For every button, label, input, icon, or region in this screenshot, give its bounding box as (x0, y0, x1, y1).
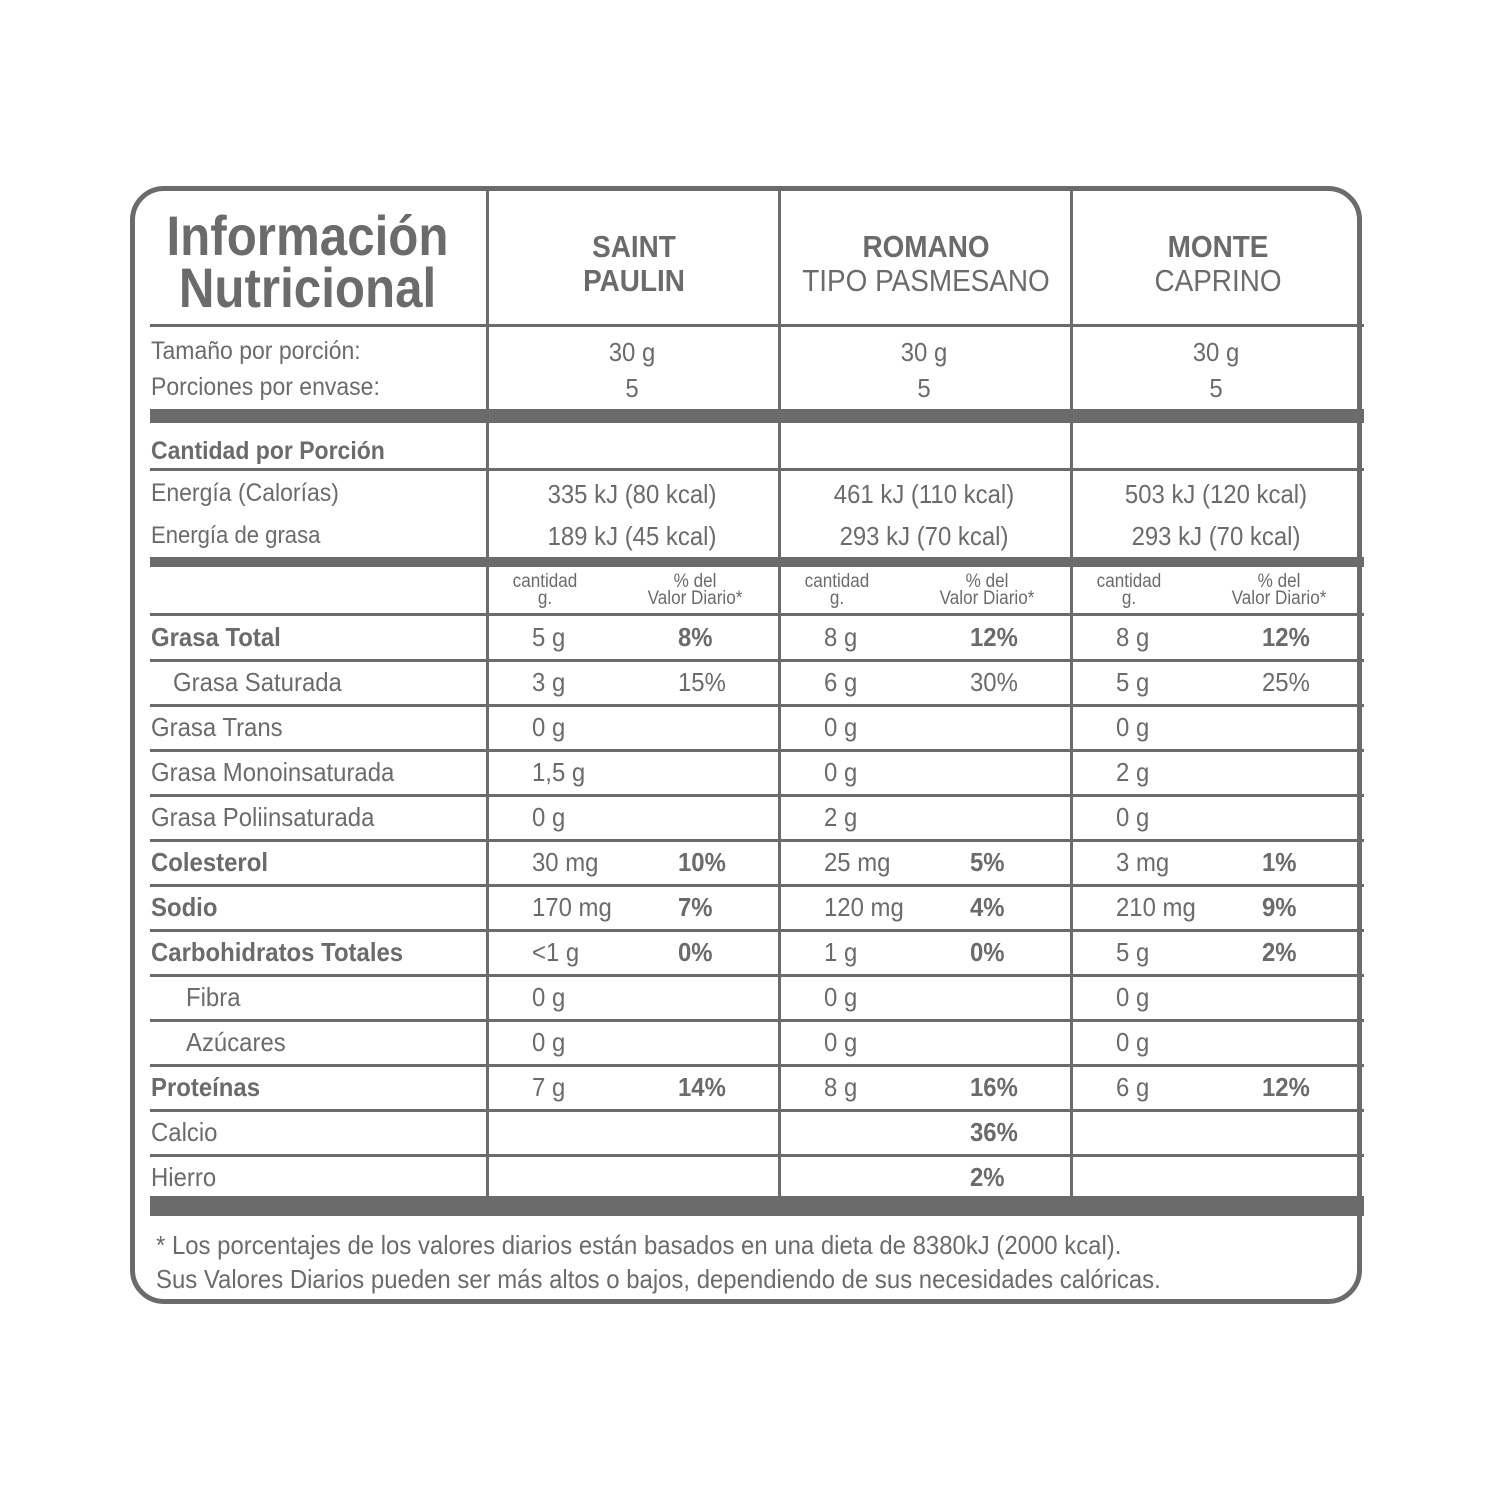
amount-per-serving-label: Cantidad por Porción (151, 437, 385, 465)
nutrient-name: Grasa Monoinsaturada (151, 757, 395, 787)
product-header-3 (1088, 230, 1349, 298)
nutrient-name: Grasa Trans (151, 712, 283, 742)
dv-header-2-line-1: % del (965, 571, 1009, 592)
nutrient-amount: 5 g (1116, 667, 1150, 697)
row-divider (150, 839, 1364, 842)
product-2-name-line-2: TIPO PASMESANO (802, 263, 1050, 298)
nutrient-name: Azúcares (186, 1027, 286, 1057)
nutrient-name: Sodio (151, 892, 218, 922)
qty-header-3 (1062, 573, 1197, 607)
nutrient-amount: 0 g (532, 712, 566, 742)
nutrient-daily-value: 2% (1262, 937, 1297, 967)
nutrient-amount: 0 g (824, 1027, 858, 1057)
nutrient-daily-value: 30% (970, 667, 1018, 697)
dv-header-2-line-2: Valor Diario* (939, 588, 1035, 609)
product-1-name-line-1: SAINT (592, 229, 676, 264)
header-divider (150, 324, 1364, 327)
servings-3: 5 (1209, 373, 1223, 403)
nutrient-name: Hierro (151, 1162, 217, 1192)
qty-header-2-line-1: cantidad (804, 571, 870, 592)
row-divider (150, 1109, 1364, 1112)
nutrient-daily-value: 12% (1262, 622, 1310, 652)
serving-size-2: 30 g (900, 337, 948, 367)
row-divider (150, 749, 1364, 752)
row-divider (150, 1154, 1364, 1157)
nutrient-daily-value: 15% (678, 667, 726, 697)
row-divider (150, 659, 1364, 662)
qty-header-1-line-2: g. (537, 588, 553, 609)
qty-header-1 (478, 573, 613, 607)
nutrient-daily-value: 0% (678, 937, 713, 967)
product-header-1 (504, 230, 765, 298)
qty-header-2-line-2: g. (829, 588, 845, 609)
label-title (151, 204, 463, 319)
product-3-name-line-1: MONTE (1167, 229, 1269, 264)
column-divider-3 (1070, 191, 1073, 1197)
nutrient-amount: 170 mg (532, 892, 612, 922)
nutrient-amount: 1,5 g (532, 757, 586, 787)
servings-1: 5 (625, 373, 639, 403)
nutrient-daily-value: 25% (1262, 667, 1310, 697)
nutrient-daily-value: 12% (970, 622, 1018, 652)
nutrient-amount: 8 g (824, 622, 858, 652)
nutrient-amount: 1 g (824, 937, 858, 967)
dv-header-1-line-2: Valor Diario* (647, 588, 743, 609)
nutrient-name: Grasa Total (151, 622, 281, 652)
nutrient-amount: 5 g (1116, 937, 1150, 967)
title-line-1: Información (166, 204, 449, 267)
row-divider (150, 929, 1364, 932)
nutrient-amount: 0 g (1116, 712, 1150, 742)
nutrient-daily-value: 4% (970, 892, 1005, 922)
nutrient-name: Colesterol (151, 847, 268, 877)
nutrient-daily-value: 7% (678, 892, 713, 922)
servings-label: Porciones por envase: (151, 373, 380, 401)
row-divider-amount (150, 468, 1364, 471)
nutrient-amount: 3 mg (1116, 847, 1170, 877)
nutrient-name: Calcio (151, 1117, 218, 1147)
nutrient-amount: 0 g (532, 1027, 566, 1057)
serving-size-3: 30 g (1192, 337, 1240, 367)
fat-energy-3: 293 kJ (70 kcal) (1131, 521, 1301, 551)
nutrient-amount: 210 mg (1116, 892, 1196, 922)
qty-header-2 (770, 573, 905, 607)
fat-energy-1: 189 kJ (45 kcal) (547, 521, 717, 551)
serving-size-label: Tamaño por porción: (151, 337, 361, 365)
nutrient-amount: 5 g (532, 622, 566, 652)
nutrient-amount: 30 mg (532, 847, 599, 877)
nutrient-amount: 120 mg (824, 892, 904, 922)
row-divider (150, 1019, 1364, 1022)
servings-2: 5 (917, 373, 931, 403)
nutrient-amount: 2 g (824, 802, 858, 832)
nutrient-amount: 0 g (532, 982, 566, 1012)
row-divider (150, 974, 1364, 977)
qty-header-3-line-1: cantidad (1096, 571, 1162, 592)
energy-2: 461 kJ (110 kcal) (833, 479, 1015, 509)
footnote-line-1: * Los porcentajes de los valores diarios están basados en una dieta de 8380kJ (2000 kcal). (156, 1230, 1122, 1260)
dv-header-1 (628, 573, 763, 607)
nutrient-amount: 8 g (1116, 622, 1150, 652)
energy-3: 503 kJ (120 kcal) (1124, 479, 1308, 509)
thick-bar-3 (150, 1196, 1364, 1216)
row-divider-subheader (150, 613, 1364, 616)
nutrient-name: Carbohidratos Totales (151, 937, 404, 967)
row-divider (150, 704, 1364, 707)
fat-energy-label: Energía de grasa (151, 522, 321, 549)
nutrient-daily-value: 1% (1262, 847, 1297, 877)
nutrient-amount: 8 g (824, 1072, 858, 1102)
footnote (156, 1228, 1161, 1296)
footnote-line-2: Sus Valores Diarios pueden ser más altos o bajos, dependiendo de sus necesidades calóricas. (156, 1264, 1161, 1294)
nutrient-amount: 0 g (532, 802, 566, 832)
nutrient-name: Grasa Poliinsaturada (151, 802, 375, 832)
nutrient-amount: 0 g (1116, 802, 1150, 832)
thick-bar-2 (150, 557, 1364, 567)
nutrient-daily-value: 16% (970, 1072, 1018, 1102)
qty-header-3-line-2: g. (1121, 588, 1137, 609)
column-divider-2 (778, 191, 781, 1197)
dv-header-3-line-1: % del (1257, 571, 1301, 592)
row-divider (150, 794, 1364, 797)
nutrient-amount: 0 g (1116, 982, 1150, 1012)
dv-header-2 (920, 573, 1055, 607)
thick-bar-1 (150, 409, 1364, 423)
energy-1: 335 kJ (80 kcal) (547, 479, 717, 509)
nutrient-name: Grasa Saturada (173, 667, 342, 697)
row-divider (150, 1064, 1364, 1067)
row-divider (150, 884, 1364, 887)
nutrient-daily-value: 2% (970, 1162, 1005, 1192)
nutrient-amount: 6 g (1116, 1072, 1150, 1102)
energy-label: Energía (Calorías) (151, 479, 339, 507)
nutrient-daily-value: 12% (1262, 1072, 1310, 1102)
product-1-name-line-2: PAULIN (583, 263, 685, 298)
dv-header-1-line-1: % del (673, 571, 717, 592)
nutrient-amount: 6 g (824, 667, 858, 697)
nutrient-amount: 0 g (824, 757, 858, 787)
qty-header-1-line-1: cantidad (512, 571, 578, 592)
nutrient-amount: 0 g (824, 982, 858, 1012)
nutrient-amount: 2 g (1116, 757, 1150, 787)
product-2-name-line-1: ROMANO (862, 229, 990, 264)
nutrient-amount: <1 g (532, 937, 580, 967)
nutrient-daily-value: 5% (970, 847, 1005, 877)
nutrient-name: Fibra (186, 982, 241, 1012)
dv-header-3 (1212, 573, 1347, 607)
nutrient-amount: 3 g (532, 667, 566, 697)
nutrient-daily-value: 14% (678, 1072, 726, 1102)
fat-energy-2: 293 kJ (70 kcal) (839, 521, 1009, 551)
nutrient-amount: 25 mg (824, 847, 891, 877)
title-line-2: Nutricional (178, 256, 437, 319)
column-divider-1 (486, 191, 489, 1197)
nutrient-daily-value: 9% (1262, 892, 1297, 922)
nutrient-daily-value: 8% (678, 622, 713, 652)
nutrient-amount: 7 g (532, 1072, 566, 1102)
nutrient-daily-value: 10% (678, 847, 726, 877)
nutrient-daily-value: 36% (970, 1117, 1018, 1147)
nutrient-daily-value: 0% (970, 937, 1005, 967)
nutrient-amount: 0 g (824, 712, 858, 742)
serving-size-1: 30 g (608, 337, 656, 367)
nutrient-amount: 0 g (1116, 1027, 1150, 1057)
dv-header-3-line-2: Valor Diario* (1231, 588, 1327, 609)
nutrient-name: Proteínas (151, 1072, 261, 1102)
product-header-2 (796, 230, 1057, 298)
product-3-name-line-2: CAPRINO (1154, 263, 1282, 298)
